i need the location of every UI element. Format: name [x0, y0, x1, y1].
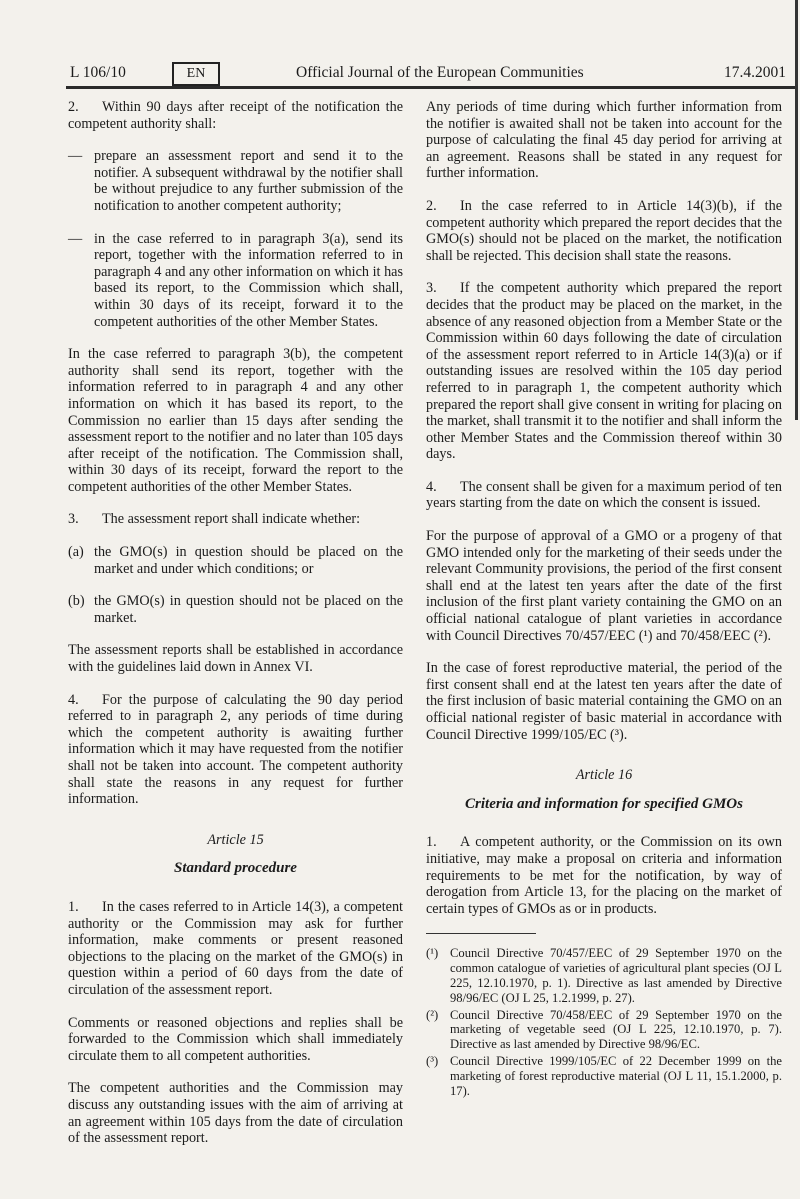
article-15-heading: Article 15 — [207, 831, 264, 848]
language-badge: EN — [172, 62, 220, 86]
approval-paragraph: For the purpose of approval of a GMO or a progeny of that GMO intended only for the marketing of their seeds under the relevant Community provisions, the period of the first consent shall end at the latest ten years after the date of the first inclusion of the first plant variety containing the GMO on an official national catalogue of plant varieties in accordance with Council Directives 70/457/EEC (¹) and 70/458/EEC (²). — [426, 528, 782, 644]
annex-paragraph: The assessment reports shall be established in accordance with the guidelines laid down in Annex VI. — [68, 642, 403, 676]
paragraph-3b-case: In the case referred to paragraph 3(b), the competent authority shall send its report, together with the information referred to in paragraph 4 and any other information on which it has based its report, to the Commission no earlier than 15 days after sending the assessment report to the notifier and no later than 105 days after receipt of the notification. The Commission shall, within 30 days of its receipt, forward the report to the competent authorities of the other Member States. — [68, 346, 403, 495]
article-15-title: Standard procedure — [174, 860, 297, 877]
right-paragraph-3: 3. If the competent authority which prepared the report decides that the product may be placed on the market, in the absence of any reasoned objection from a Member State or the Commission within 60 days following the date of circulation of the assessment report referred to in Article 14(3)(a) or if outstanding issues are resolved within the 105 day period referred to in paragraph 1, the competent authority which prepared the report shall give consent in writing for placing on the market, shall transmit it to the notifier and shall inform the other Member States and the Commission thereof within 30 days. — [426, 280, 782, 463]
footnote-1: (¹) Council Directive 70/457/EEC of 29 September 1970 on the common catalogue of varieties of agricultural plant species (OJ L 225, 12.10.1970, p. 1). Directive as last amended by Directive 98/96/EC (OJ L 25, 1.2.1999, p. 27). — [426, 946, 782, 1005]
paragraph-2: 2. Within 90 days after receipt of the notification the competent authority shall: — [68, 99, 403, 132]
discuss-paragraph: The competent authorities and the Commission may discuss any outstanding issues with the aim of arriving at an agreement within 105 days from the date of circulation of the assessment report. — [68, 1080, 403, 1147]
left-column — [68, 99, 403, 1163]
footnote-2: (²) Council Directive 70/458/EEC of 29 September 1970 on the marketing of vegetable seed (OJ L 225, 12.10.1970, p. 7). Directive as last amended by Directive 98/96/EC. — [426, 1007, 782, 1052]
page-edge-mark — [795, 0, 798, 420]
footnote-rule — [426, 933, 536, 934]
list-item-a: (a) the GMO(s) in question should be placed on the market and under which conditions; or — [68, 544, 403, 577]
paragraph-3: 3. The assessment report shall indicate whether: — [68, 511, 361, 528]
article-16-title: Criteria and information for specified GMOs — [465, 795, 743, 812]
paragraph-4: 4. For the purpose of calculating the 90 day period referred to in paragraph 2, any periods of time during which the competent authority is awaiting further information which it may have requested from the notifier shall not be taken into account. The competent authority shall state the reasons in any request for further information. — [68, 691, 403, 808]
page-reference: L 106/10 — [70, 64, 126, 81]
header-rule — [66, 86, 796, 89]
publication-date: 17.4.2001 — [724, 64, 786, 81]
article-16-paragraph-1: 1. A competent authority, or the Commission on its own initiative, may make a proposal on criteria and information requirements to be met for the notification, by way of derogation from Article 13, for the placing on the market of certain types of GMOs as or in products. — [426, 834, 782, 917]
journal-title: Official Journal of the European Communities — [296, 64, 584, 81]
right-column — [426, 99, 782, 1100]
dash-item: — in the case referred to in paragraph 3(a), send its report, together with the information referred to in paragraph 4 and any other information on which it has based its report, to the Commission which shall, within 30 days of its receipt, forward it to the competent authorities of the other Member States. — [68, 230, 403, 330]
comments-paragraph: Comments or reasoned objections and replies shall be forwarded to the Commission which shall immediately circulate them to all competent authorities. — [68, 1014, 403, 1064]
article-15-paragraph-1: 1. In the cases referred to in Article 14(3), a competent authority or the Commission may ask for further information, make comments or present reasoned objections to the placing on the market of the GMO(s) in question within a period of 60 days from the date of circulation of the assessment report. — [68, 898, 403, 998]
article-16-heading: Article 16 — [575, 767, 633, 784]
periods-paragraph: Any periods of time during which further information from the notifier is awaited shall not be taken into account for the purpose of calculating the final 45 day period for arriving at an agreement. Reasons shall be stated in any request for further information. — [426, 99, 782, 182]
forest-paragraph: In the case of forest reproductive material, the period of the first consent shall end at the latest ten years after the date of the first inclusion of basic material containing the GMO on an official national register of basic material in accordance with Council Directive 1999/105/EC (³). — [426, 660, 782, 743]
right-paragraph-2: 2. In the case referred to in Article 14(3)(b), if the competent authority which prepared the report decides that the GMO(s) should not be placed on the market, the notification shall be rejected. This decision shall state the reasons. — [426, 197, 782, 264]
page-header — [70, 62, 796, 86]
right-paragraph-4: 4. The consent shall be given for a maximum period of ten years starting from the date on which the consent is issued. — [426, 478, 782, 512]
list-item-b: (b) the GMO(s) in question should not be placed on the market. — [68, 593, 403, 626]
footnote-3: (³) Council Directive 1999/105/EC of 22 December 1999 on the marketing of forest reproductive material (OJ L 11, 15.1.2000, p. 17). — [426, 1053, 782, 1098]
dash-item: — prepare an assessment report and send it to the notifier. A subsequent withdrawal by the notifier shall be without prejudice to any further submission of the notification to another competent authority; — [68, 148, 403, 214]
